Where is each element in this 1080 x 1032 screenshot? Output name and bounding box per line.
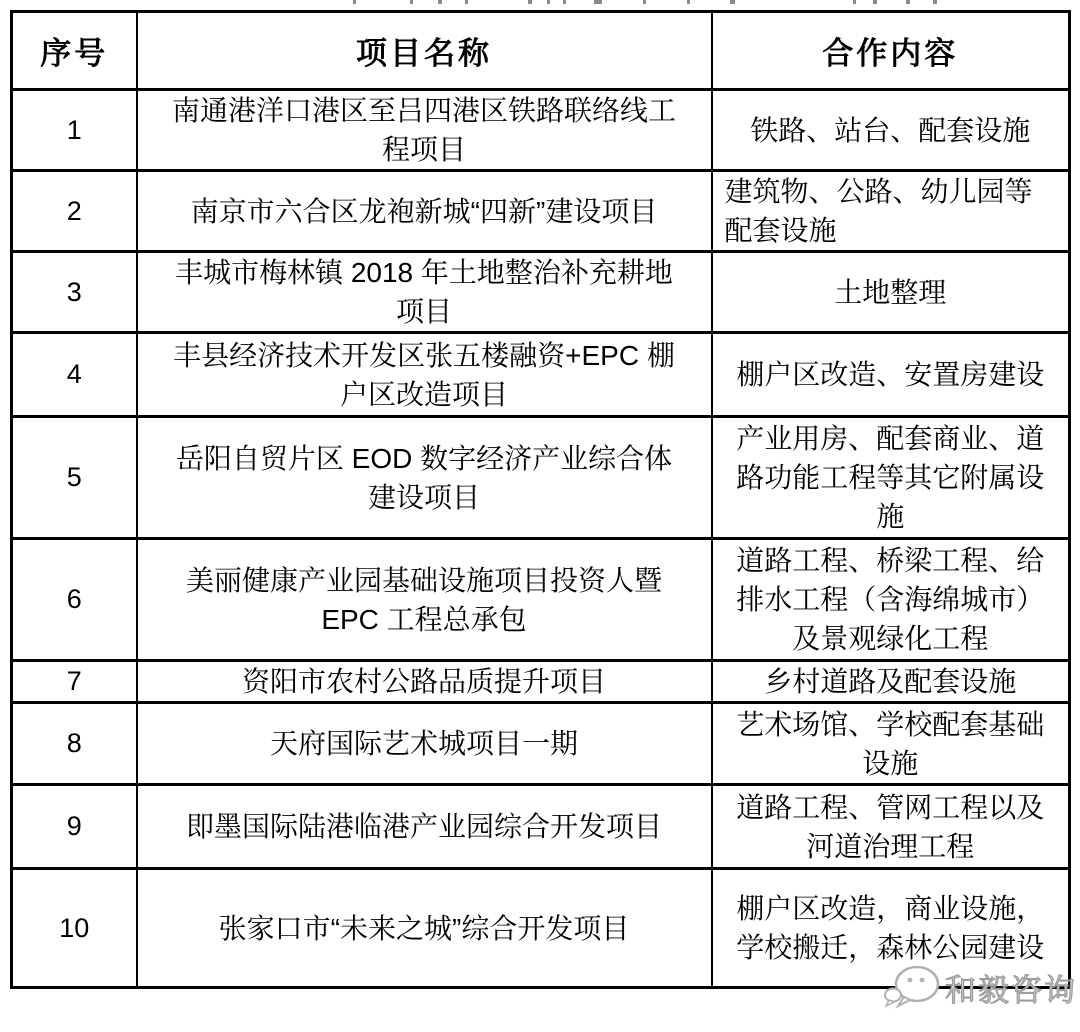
column-header-no: 序号 bbox=[12, 12, 137, 90]
project-name: 资阳市农村公路品质提升项目 bbox=[137, 661, 712, 703]
project-name: 岳阳自贸片区 EOD 数字经济产业综合体建设项目 bbox=[137, 417, 712, 539]
watermark bbox=[884, 962, 1077, 1012]
table-row bbox=[12, 539, 1070, 661]
table-row bbox=[12, 417, 1070, 539]
row-number: 10 bbox=[12, 869, 137, 988]
project-name: 南通港洋口港区至吕四港区铁路联络线工程项目 bbox=[137, 90, 712, 171]
cooperation-content: 道路工程、管网工程以及河道治理工程 bbox=[712, 785, 1070, 869]
table-row bbox=[12, 785, 1070, 869]
table-row bbox=[12, 661, 1070, 703]
project-name: 美丽健康产业园基础设施项目投资人暨 EPC 工程总承包 bbox=[137, 539, 712, 661]
project-name: 张家口市“未来之城”综合开发项目 bbox=[137, 869, 712, 988]
table-row bbox=[12, 252, 1070, 333]
row-number: 8 bbox=[12, 703, 137, 785]
table-body bbox=[12, 90, 1070, 988]
cooperation-content: 艺术场馆、学校配套基础设施 bbox=[712, 703, 1070, 785]
project-name: 丰县经济技术开发区张五楼融资+EPC 棚户区改造项目 bbox=[137, 333, 712, 417]
project-name: 丰城市梅林镇 2018 年土地整治补充耕地项目 bbox=[137, 252, 712, 333]
cooperation-content: 乡村道路及配套设施 bbox=[712, 661, 1070, 703]
cooperation-content: 铁路、站台、配套设施 bbox=[712, 90, 1070, 171]
cooperation-content: 建筑物、公路、幼儿园等配套设施 bbox=[712, 171, 1070, 252]
row-number: 5 bbox=[12, 417, 137, 539]
table-row bbox=[12, 703, 1070, 785]
row-number: 7 bbox=[12, 661, 137, 703]
table-header bbox=[12, 12, 1070, 90]
row-number: 4 bbox=[12, 333, 137, 417]
project-name: 南京市六合区龙袍新城“四新”建设项目 bbox=[137, 171, 712, 252]
cooperation-content: 棚户区改造，商业设施，学校搬迁，森林公园建设 bbox=[712, 869, 1070, 988]
row-number: 3 bbox=[12, 252, 137, 333]
table-row bbox=[12, 171, 1070, 252]
project-name: 即墨国际陆港临港产业园综合开发项目 bbox=[137, 785, 712, 869]
table-row bbox=[12, 90, 1070, 171]
cooperation-content: 产业用房、配套商业、道路功能工程等其它附属设施 bbox=[712, 417, 1070, 539]
column-header-content: 合作内容 bbox=[712, 12, 1070, 90]
cooperation-content: 道路工程、桥梁工程、给排水工程（含海绵城市）及景观绿化工程 bbox=[712, 539, 1070, 661]
cooperation-content: 土地整理 bbox=[712, 252, 1070, 333]
table-row bbox=[12, 333, 1070, 417]
wechat-icon bbox=[884, 962, 945, 1012]
row-number: 6 bbox=[12, 539, 137, 661]
row-number: 9 bbox=[12, 785, 137, 869]
row-number: 1 bbox=[12, 90, 137, 171]
project-table bbox=[10, 10, 1071, 989]
watermark-label: 和毅咨询 bbox=[945, 972, 1077, 1008]
header-row bbox=[12, 12, 1070, 90]
cooperation-content: 棚户区改造、安置房建设 bbox=[712, 333, 1070, 417]
row-number: 2 bbox=[12, 171, 137, 252]
project-name: 天府国际艺术城项目一期 bbox=[137, 703, 712, 785]
column-header-name: 项目名称 bbox=[137, 12, 712, 90]
